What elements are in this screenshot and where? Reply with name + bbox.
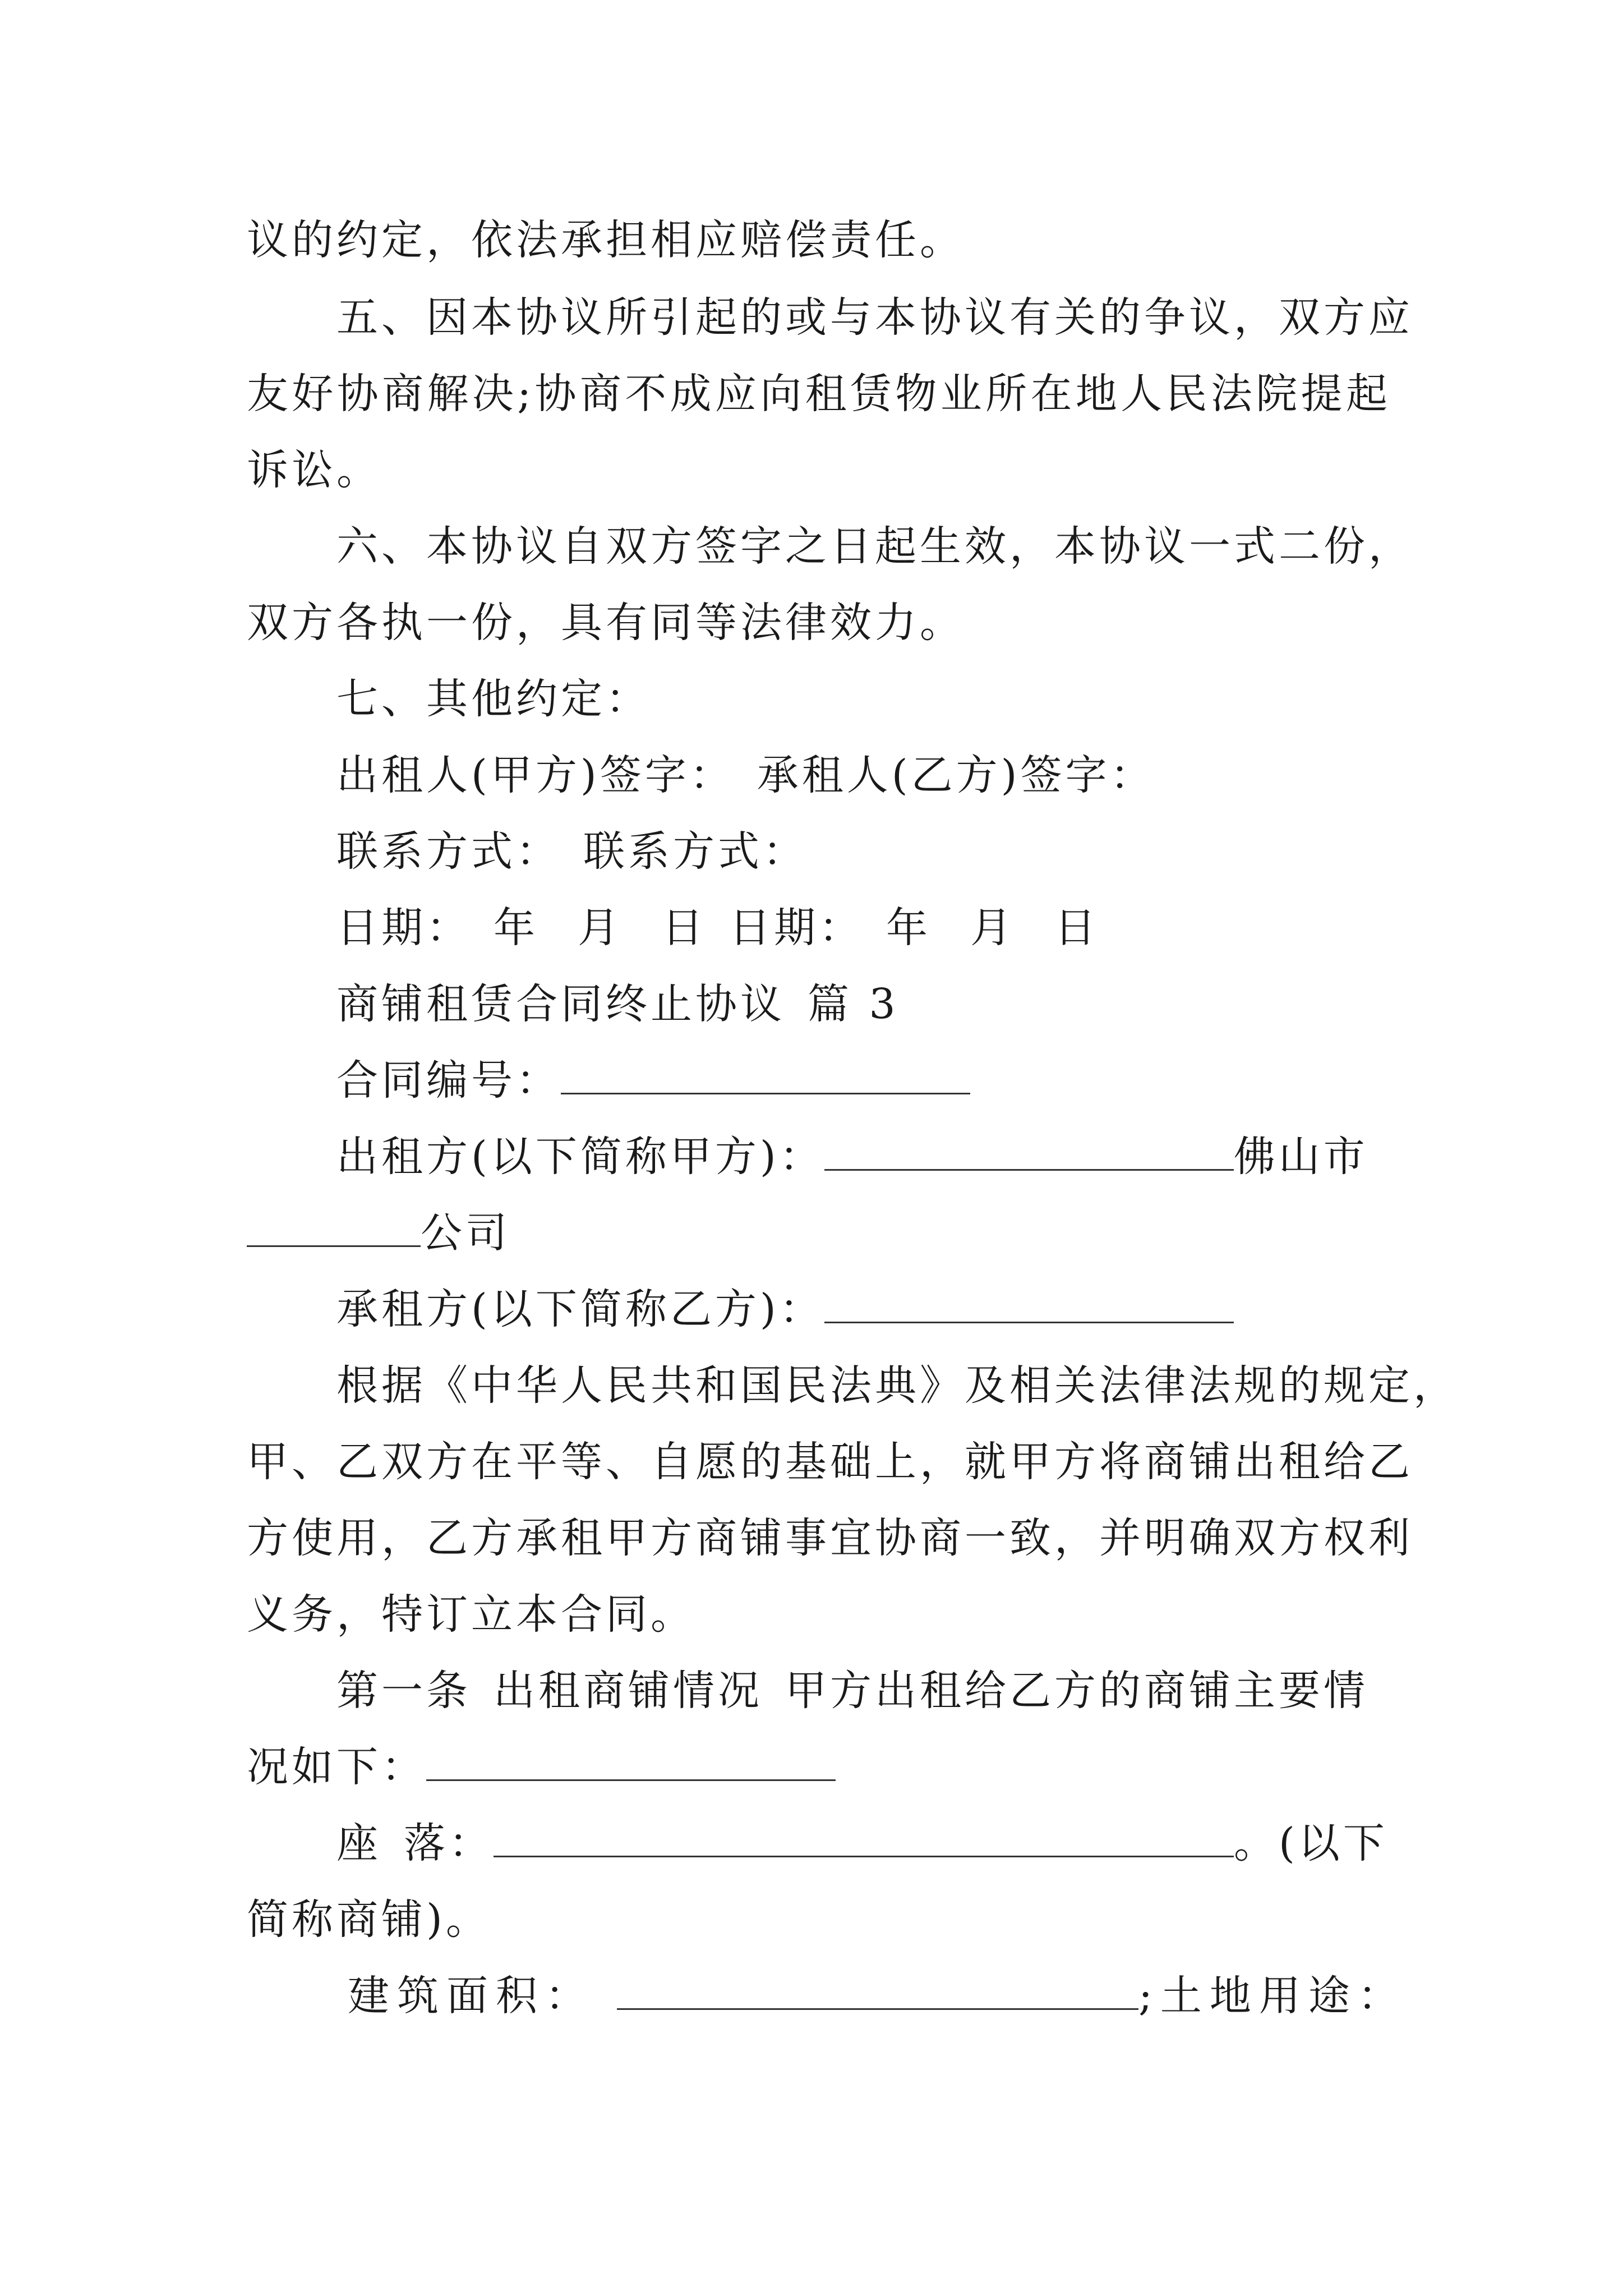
- contact-line: [336, 825, 808, 878]
- location-label-1: 座: [336, 1819, 381, 1867]
- area-blank: [617, 1971, 1138, 2010]
- lessor-label: 出租方(以下简称甲方)：: [336, 1133, 824, 1181]
- lessee-label: 承租方(以下简称乙方)：: [336, 1285, 824, 1333]
- location-blank: [494, 1819, 1234, 1857]
- date-year: 年: [494, 904, 538, 952]
- company-label: 公司: [421, 1209, 510, 1257]
- article-1-line: [336, 1664, 1368, 1718]
- lessee-signature-label: 承租人(乙方)签字：: [757, 751, 1155, 799]
- area-line: [348, 1969, 1407, 2023]
- company-blank: [247, 1208, 421, 1247]
- location-suffix: 。(以下: [1234, 1819, 1388, 1867]
- contract-number-blank: [561, 1056, 970, 1094]
- preamble-line-1: 根据《中华人民共和国民法典》及相关法律法规的规定，: [336, 1361, 1458, 1410]
- lessor-city: 佛山市: [1233, 1133, 1368, 1181]
- preamble-line-2: 甲、乙双方在平等、自愿的基础上，就甲方将商铺出租给乙: [247, 1438, 1413, 1486]
- location-label-2: 落：: [404, 1819, 494, 1867]
- article-title: 出租商铺情况: [494, 1667, 763, 1715]
- clause-5-line-3: 诉讼。: [247, 446, 381, 494]
- date-year: 年: [886, 904, 931, 952]
- location-line: [336, 1816, 1388, 1870]
- section-heading: [336, 977, 899, 1031]
- article-number: 第一条: [336, 1667, 471, 1715]
- shop-details-blank: [426, 1742, 836, 1781]
- article-text-cont: 况如下：: [247, 1743, 426, 1791]
- preamble-line-4: 义务，特订立本合同。: [247, 1590, 695, 1639]
- signature-line: [336, 748, 1155, 802]
- date-month: 月: [578, 904, 623, 952]
- article-1-line-2: [247, 1740, 836, 1794]
- paragraph-line: 议的约定，依法承担相应赔偿责任。: [247, 216, 965, 264]
- lessee-contact-label: 联系方式：: [583, 827, 808, 876]
- date-line: [336, 901, 1099, 955]
- preamble-line-3: 方使用，乙方承租甲方商铺事宜协商一致，并明确双方权利: [247, 1514, 1413, 1562]
- lessor-company-line: [247, 1206, 510, 1260]
- clause-7: 七、其他约定：: [336, 675, 651, 723]
- lessor-date-label: 日期：: [336, 904, 471, 952]
- lessee-date-label: 日期：: [729, 904, 864, 952]
- article-text: 甲方出租给乙方的商铺主要情: [785, 1667, 1368, 1715]
- section-title: 商铺租赁合同终止协议: [336, 980, 785, 1028]
- section-number: 篇 3: [808, 980, 899, 1028]
- lessor-contact-label: 联系方式：: [336, 827, 561, 876]
- clause-5-line-2: 友好协商解决;协商不成应向租赁物业所在地人民法院提起: [247, 370, 1391, 418]
- location-line-2: 简称商铺)。: [247, 1895, 491, 1944]
- lessor-signature-label: 出租人(甲方)签字：: [336, 751, 735, 799]
- lessee-line: [336, 1282, 1234, 1336]
- date-day: 日: [1054, 904, 1099, 952]
- contract-number-label: 合同编号：: [336, 1056, 561, 1105]
- date-month: 月: [970, 904, 1015, 952]
- area-label: 建筑面积：: [348, 1972, 594, 2020]
- clause-5-line-1: 五、因本协议所引起的或与本协议有关的争议，双方应: [336, 293, 1413, 342]
- clause-6-line-1: 六、本协议自双方签字之日起生效，本协议一式二份，: [336, 522, 1413, 570]
- lessee-blank: [824, 1285, 1234, 1323]
- clause-6-line-2: 双方各执一份，具有同等法律效力。: [247, 599, 965, 647]
- land-use-label: ;土地用途：: [1138, 1972, 1407, 2020]
- lessor-line: [336, 1130, 1368, 1184]
- contract-number-line: [336, 1053, 970, 1107]
- date-day: 日: [662, 904, 707, 952]
- lessor-blank: [824, 1132, 1234, 1171]
